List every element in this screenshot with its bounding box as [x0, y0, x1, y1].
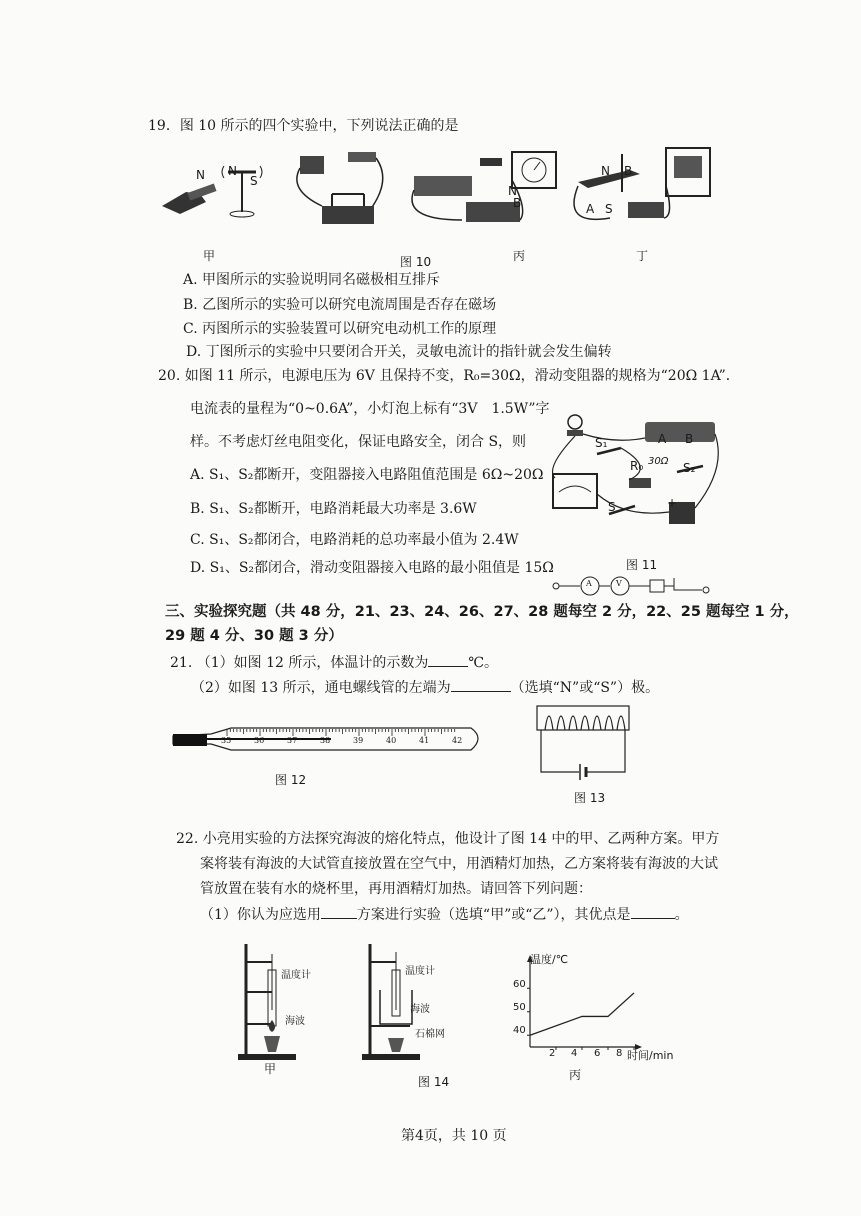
- fig11-s1-label: S₁: [595, 436, 608, 450]
- fig11-plus-label: +: [667, 496, 678, 510]
- fig14-label-jia: 甲: [264, 1062, 277, 1076]
- fig10-jia-n2-label: N: [228, 164, 237, 178]
- thermometer-tick-label: 35: [221, 736, 232, 745]
- q22-part1-a: （1）你认为应选用: [200, 907, 321, 923]
- q22-answer-blank-1[interactable]: [321, 906, 357, 919]
- q19-option-d: D. 丁图所示的实验中只要闭合开关，灵敏电流计的指针就会发生偏转: [186, 344, 612, 360]
- q22-line1: 22. 小亮用实验的方法探究海波的熔化特点，他设计了图 14 中的甲、乙两种方案。甲方: [176, 831, 720, 847]
- q19-option-c: C. 丙图所示的实验装置可以研究电动机工作的原理: [183, 321, 497, 337]
- fig14-label-bing: 丙: [569, 1068, 582, 1082]
- q21-part1-suffix: ℃。: [468, 655, 499, 671]
- q22-line3: 管放置在装有水的烧杯里，再用酒精灯加热。请回答下列问题：: [200, 881, 592, 897]
- fig11-r0-note: 30Ω: [648, 456, 669, 467]
- graph-xtick-4: 4: [571, 1048, 578, 1059]
- section3-heading-line2: 29 题 4 分、30 题 3 分）: [165, 628, 343, 644]
- fig11-r0-label: R₀: [630, 459, 644, 473]
- fig14-yi-thermometer-label: 温度计: [405, 966, 435, 977]
- fig10-ding-drawing: [570, 146, 720, 236]
- q21-part1: [170, 652, 498, 672]
- graph-x-label: 时间/min: [627, 1049, 674, 1062]
- fig10-label-bing: 丙: [513, 249, 526, 263]
- thermometer-tick-label: 41: [419, 736, 430, 745]
- q21-part1-prefix: 21. （1）如图 12 所示，体温计的示数为: [170, 655, 429, 671]
- fig14-caption: 图 14: [418, 1075, 450, 1089]
- thermometer-tick-label: 37: [287, 736, 298, 745]
- fig10-bing-n-label: N: [508, 184, 517, 198]
- graph-ytick-50: 50: [513, 1002, 526, 1013]
- q19-option-b: B. 乙图所示的实验可以研究电流周围是否存在磁场: [183, 297, 497, 313]
- graph-xtick-6: 6: [594, 1048, 601, 1059]
- q21-answer-blank-2[interactable]: [451, 679, 511, 692]
- fig10-bing-drawing: [408, 150, 563, 232]
- graph-y-label: 温度/℃: [530, 953, 569, 966]
- fig10-ding-b-label: B: [624, 164, 633, 178]
- thermometer-tick-label: 38: [320, 736, 331, 745]
- q21-part2-prefix: （2）如图 13 所示，通电螺线管的左端为: [191, 680, 451, 696]
- q20-option-a: A. S₁、S₂都断开，变阻器接入电路阻值范围是 6Ω~20Ω: [190, 467, 544, 483]
- fig11-caption: 图 11: [626, 558, 658, 572]
- q22-line2: 案将装有海波的大试管直接放置在空气中，用酒精灯加热，乙方案将装有海波的大试: [200, 856, 718, 872]
- q22-answer-blank-2[interactable]: [631, 906, 675, 919]
- fig10-yi-drawing: [292, 150, 392, 232]
- fig14-yi-haibo-label: 海波: [410, 1004, 430, 1015]
- fig10-ding-a-label: A: [586, 202, 595, 216]
- q19-option-a: A. 甲图所示的实验说明同名磁极相互排斥: [183, 272, 441, 288]
- fig11-voltmeter-symbol: V: [616, 579, 622, 588]
- q19-stem: 19．图 10 所示的四个实验中，下列说法正确的是: [148, 118, 459, 134]
- fig11-s2-label: S₂: [683, 461, 696, 475]
- fig10-bing-b-label: B: [513, 196, 522, 210]
- q20-option-d: D. S₁、S₂都闭合，滑动变阻器接入电路的最小阻值是 15Ω: [190, 560, 554, 576]
- fig11-a-label: A: [658, 432, 667, 446]
- fig11-s-label: S: [608, 500, 616, 514]
- thermometer-tick-label: 40: [386, 736, 397, 745]
- fig10-caption: 图 10: [400, 255, 432, 269]
- thermometer-tick-label: 39: [353, 736, 364, 745]
- graph-xtick-8: 8: [616, 1048, 623, 1059]
- q22-part1: [200, 904, 689, 924]
- fig11-b-label: B: [685, 432, 694, 446]
- q20-option-c: C. S₁、S₂都闭合，电路消耗的总功率最小值为 2.4W: [190, 532, 519, 548]
- graph-xtick-2: 2: [549, 1048, 556, 1059]
- fig12-caption: 图 12: [275, 773, 307, 787]
- q20-line3: 样。不考虑灯丝电阻变化，保证电路安全，闭合 S，则: [190, 434, 527, 450]
- fig10-jia-n-label: N: [196, 168, 205, 182]
- fig10-label-ding: 丁: [636, 249, 649, 263]
- fig10-jia-drawing: [160, 158, 270, 220]
- section3-heading-line1: 三、实验探究题（共 48 分，21、23、24、26、27、28 题每空 2 分，22、25 题每空 1 分，: [165, 604, 799, 620]
- fig10-jia-s-label: S: [250, 174, 258, 188]
- fig14-gauze-label: 石棉网: [415, 1029, 445, 1040]
- fig14-apparatus-jia: [236, 940, 300, 1062]
- fig14-jia-haibo-label: 海波: [285, 1016, 305, 1027]
- fig10-ding-s-label: S: [605, 202, 613, 216]
- fig10-ding-n-label: N: [601, 164, 610, 178]
- fig10-label-jia: 甲: [203, 249, 216, 263]
- q22-part1-c: 。: [674, 907, 689, 923]
- q20-line2: 电流表的量程为“0~0.6A”，小灯泡上标有“3V 1.5W”字: [190, 401, 550, 417]
- q20-option-b: B. S₁、S₂都断开，电路消耗最大功率是 3.6W: [190, 501, 477, 517]
- fig11-schematic-strip: [552, 574, 712, 598]
- thermometer-tick-label: 36: [254, 736, 265, 745]
- graph-ytick-40: 40: [513, 1025, 526, 1036]
- fig11-ammeter-symbol: A: [586, 579, 592, 588]
- thermometer-tick-label: 42: [452, 736, 463, 745]
- graph-series-line: [530, 993, 634, 1035]
- q21-part2-suffix: （选填“N”或“S”）极。: [510, 680, 660, 696]
- q22-part1-b: 方案进行实验（选填“甲”或“乙”），其优点是: [356, 907, 631, 923]
- graph-ytick-60: 60: [513, 979, 526, 990]
- fig13-caption: 图 13: [574, 791, 606, 805]
- fig14-jia-thermometer-label: 温度计: [281, 970, 311, 981]
- fig13-solenoid-circuit: [533, 702, 633, 778]
- q20-line1: 20. 如图 11 所示，电源电压为 6V 且保持不变，R₀=30Ω，滑动变阻器的规格为“20Ω 1A”．: [158, 368, 740, 384]
- q21-part2: [191, 677, 659, 697]
- page-footer: 第4页，共 10 页: [401, 1128, 507, 1144]
- q21-answer-blank-1[interactable]: [428, 654, 468, 667]
